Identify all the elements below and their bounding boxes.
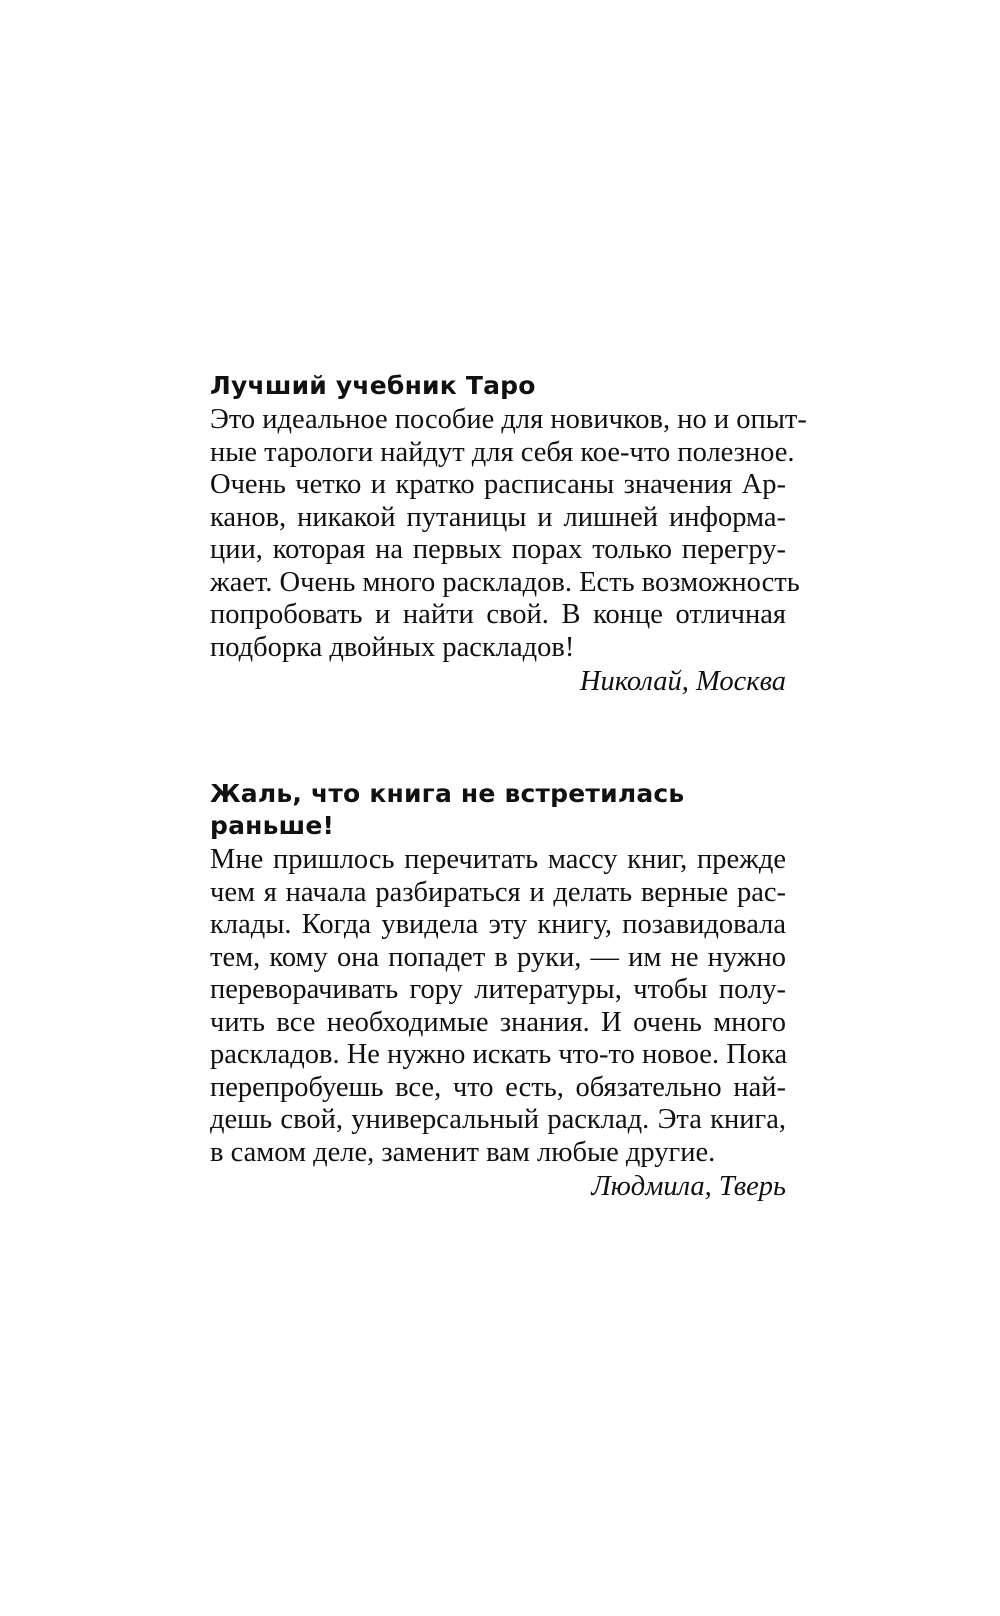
review-author: Николай, Москва <box>579 666 786 697</box>
review-line: попробовать и найти свой. В конце отличная <box>210 599 786 630</box>
review-line: канов, никакой путаницы и лишней информа- <box>210 501 786 533</box>
review-line: жает. Очень много раскладов. Есть возможность <box>210 566 800 598</box>
review-line: раскладов. Не нужно искать что-то новое. Пока <box>210 1039 788 1070</box>
review-line: дешь свой, универсальный расклад. Эта книга, <box>210 1104 786 1135</box>
review-line: переворачивать гору литературы, чтобы полу- <box>210 974 786 1005</box>
review-line: перепробуешь все, что есть, обязательно най- <box>210 1071 786 1103</box>
review-line: ные тарологи найдут для себя кое-что полезное. <box>210 436 795 468</box>
review-line: тем, кому она попадет в руки, — им не нужно <box>210 941 786 973</box>
review-line: ции, которая на первых порах только перегру- <box>210 534 786 565</box>
review-line: в самом деле, заменит вам любые другие. <box>210 1136 716 1168</box>
review-line: клады. Когда увидела эту книгу, позавидовала <box>210 909 786 940</box>
review-author: Людмила, Тверь <box>591 1171 786 1202</box>
review-body <box>210 404 807 664</box>
review-line: Это идеальное пособие для новичков, но и опыт- <box>210 404 807 435</box>
review-title: Жаль, что книга не встретилась раньше! <box>210 779 685 840</box>
review-line: Очень четко и кратко расписаны значения Ар- <box>210 469 786 500</box>
review-1 <box>210 370 807 699</box>
review-title: Лучший учебник Таро <box>210 371 536 400</box>
review-2 <box>210 778 786 1204</box>
review-line: чить все необходимые знания. И очень много <box>210 1006 786 1038</box>
review-line: чем я начала разбираться и делать верные рас- <box>210 876 786 908</box>
review-line: Мне пришлось перечитать массу книг, прежде <box>210 844 786 875</box>
review-body <box>210 844 786 1169</box>
review-line: подборка двойных раскладов! <box>210 631 575 663</box>
